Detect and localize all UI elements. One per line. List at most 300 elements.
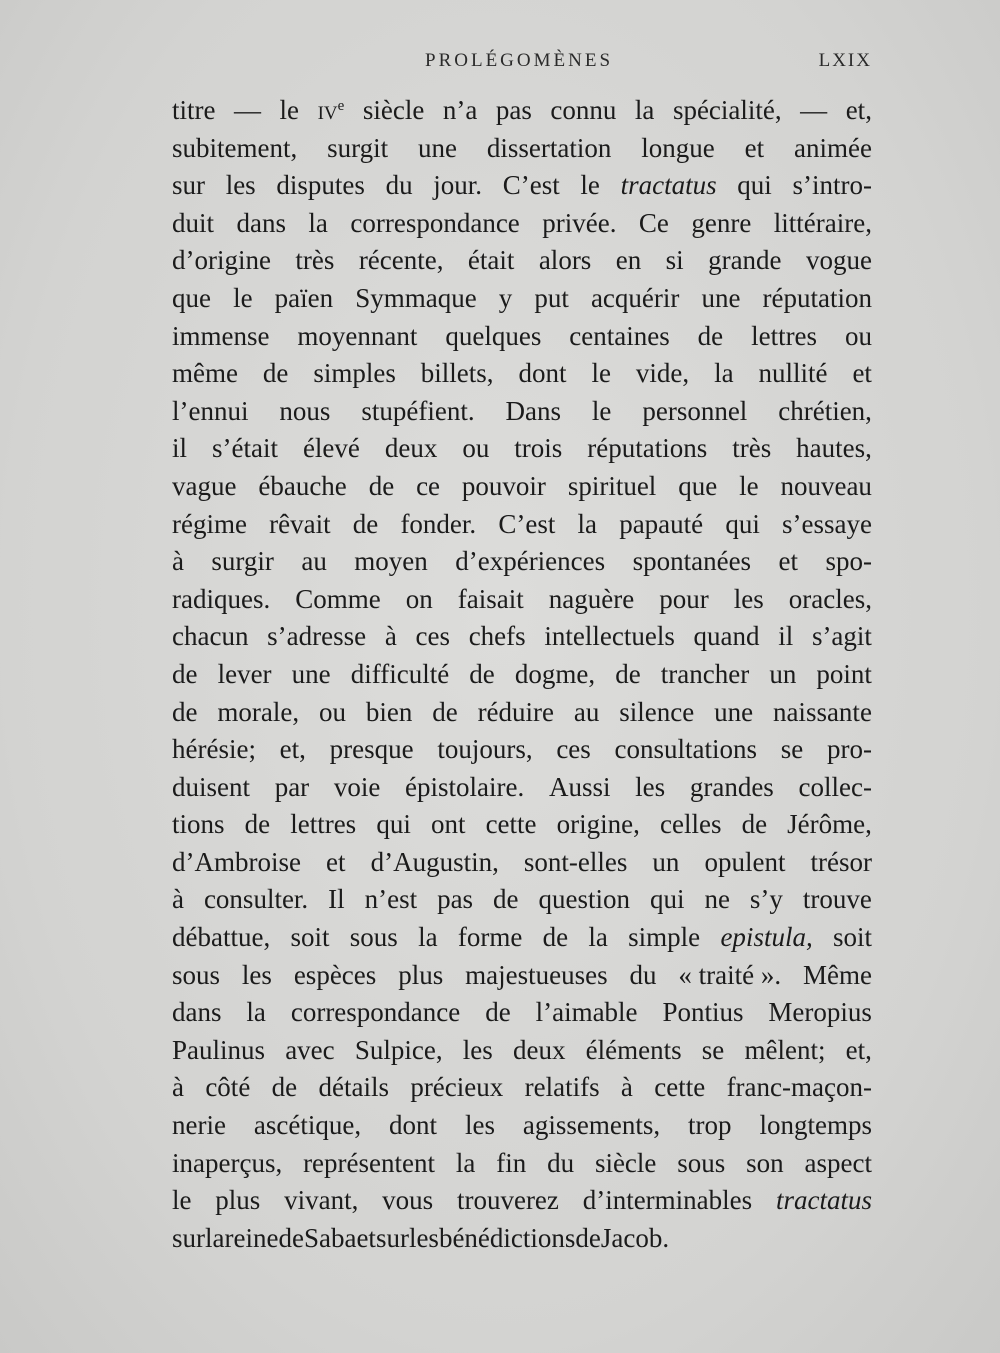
word: nouveau	[780, 470, 872, 501]
text-line	[172, 581, 872, 619]
word: siècle	[594, 1147, 657, 1178]
word: le	[279, 95, 300, 125]
word: plus	[215, 1185, 261, 1216]
word: les	[733, 583, 764, 614]
word: personnel	[642, 395, 748, 426]
word: à	[620, 1072, 633, 1103]
word: que	[172, 282, 211, 313]
word: épistolaire.	[405, 771, 525, 802]
word: naissante	[772, 696, 872, 727]
word: jour.	[433, 170, 483, 201]
word: représentent	[303, 1147, 435, 1178]
word: sont-elles	[523, 846, 628, 877]
word: C’est	[502, 170, 560, 201]
word: moyen	[354, 546, 428, 577]
word: acquérir	[590, 282, 680, 313]
text-line	[172, 1182, 872, 1220]
text-line	[172, 468, 872, 506]
word: sur	[172, 1222, 205, 1253]
word: deux	[512, 1034, 566, 1065]
word: tractatus	[620, 170, 717, 201]
word: espèces	[293, 959, 377, 990]
text-line	[172, 393, 872, 431]
word: son	[746, 1147, 784, 1178]
text-line	[172, 280, 872, 318]
word: opulent	[704, 846, 786, 877]
word: connu	[550, 95, 617, 125]
word: éléments	[585, 1034, 682, 1065]
word: dissertation	[486, 132, 612, 163]
word: hautes,	[796, 433, 872, 464]
text-line	[172, 130, 872, 168]
word: celles	[659, 809, 722, 840]
word: ces	[415, 621, 450, 652]
word: stupéfient.	[361, 395, 475, 426]
word: une	[418, 132, 457, 163]
word: rêvait	[269, 508, 331, 539]
word: l’aimable	[535, 997, 638, 1028]
text-line	[172, 1145, 872, 1183]
word: Paulinus	[172, 1034, 266, 1065]
word: pouvoir	[461, 470, 546, 501]
word: $iv^e$	[317, 95, 345, 125]
word: ou	[318, 696, 346, 727]
word: réputation	[762, 282, 872, 313]
text-line	[172, 242, 872, 280]
word: alors	[538, 245, 592, 276]
word: n’a	[442, 95, 478, 125]
word: quand	[693, 621, 760, 652]
text-line	[172, 506, 872, 544]
word: débattue,	[172, 922, 271, 953]
word: d’interminables	[582, 1185, 753, 1216]
word: siècle	[362, 95, 425, 125]
word: Il	[328, 884, 345, 915]
word: chefs	[468, 621, 526, 652]
word: sur	[375, 1222, 409, 1253]
word: de	[271, 1072, 298, 1103]
word: le	[739, 470, 759, 501]
word: quelques	[445, 320, 542, 351]
word: pour	[659, 583, 709, 614]
word: le	[233, 282, 253, 313]
word: côté	[205, 1072, 251, 1103]
body-text	[172, 92, 872, 1257]
word: majestueuses	[465, 959, 608, 990]
word: nerie	[172, 1110, 226, 1141]
word: très	[732, 433, 772, 464]
word: s’était	[211, 433, 278, 464]
word: on	[405, 583, 433, 614]
word: simples	[313, 358, 396, 389]
word: privée.	[542, 207, 617, 238]
word: de	[172, 696, 198, 727]
text-line	[172, 355, 872, 393]
word: ne	[704, 884, 730, 915]
word: relatifs	[524, 1072, 600, 1103]
word: pas	[437, 884, 474, 915]
word: difficulté	[350, 658, 450, 689]
word: qui	[725, 508, 760, 539]
word: et	[744, 132, 765, 163]
word: d’Augustin,	[370, 846, 499, 877]
word: inaperçus,	[172, 1147, 283, 1178]
superscript: e	[337, 98, 345, 114]
word: franc-maçon-	[726, 1072, 872, 1103]
word: un	[769, 658, 797, 689]
text-line	[172, 769, 872, 807]
word: de	[172, 658, 198, 689]
word: oracles,	[788, 583, 872, 614]
word: —	[800, 95, 828, 125]
word: de	[278, 1222, 304, 1253]
word: et	[852, 358, 872, 389]
word: de	[741, 809, 768, 840]
word: voie	[333, 771, 381, 802]
word: les	[225, 170, 256, 201]
word: les	[635, 771, 666, 802]
word: dans	[236, 207, 286, 238]
word: bien	[365, 696, 413, 727]
word: le	[591, 358, 611, 389]
word: se	[701, 1034, 725, 1065]
word: spécialité,	[672, 95, 782, 125]
word: la	[418, 922, 438, 953]
text-line	[172, 656, 872, 694]
word: spontanées	[632, 546, 752, 577]
word: mêlent;	[744, 1034, 826, 1065]
word: détails	[318, 1072, 389, 1103]
word: vogue	[805, 245, 872, 276]
word: les	[408, 1222, 439, 1253]
word: papauté	[619, 508, 704, 539]
word: réputations	[587, 433, 708, 464]
word: la	[714, 358, 734, 389]
word: à	[384, 621, 397, 652]
word: il	[172, 433, 188, 464]
word: fin	[496, 1147, 527, 1178]
word: tions	[172, 809, 225, 840]
word: au	[301, 546, 327, 577]
word: une	[714, 696, 754, 727]
word: fonder.	[400, 508, 477, 539]
word: et	[326, 846, 346, 877]
word: vide,	[635, 358, 690, 389]
word: nullité	[758, 358, 828, 389]
word: du	[385, 170, 413, 201]
word: ou	[462, 433, 490, 464]
word: païen	[274, 282, 334, 313]
word: qui	[737, 170, 772, 201]
word: au	[573, 696, 600, 727]
word: Jérôme,	[787, 809, 872, 840]
word: sous	[677, 1147, 726, 1178]
word: élevé	[302, 433, 360, 464]
text-line	[172, 731, 872, 769]
word: de	[575, 1222, 601, 1253]
word: et	[778, 546, 798, 577]
word: Sulpice,	[354, 1034, 443, 1065]
word: à	[172, 884, 184, 915]
word: la	[308, 207, 328, 238]
word: ascétique,	[253, 1110, 362, 1141]
word: titre	[172, 95, 216, 125]
word: Jacob.	[600, 1222, 670, 1253]
text-line	[172, 994, 872, 1032]
word: point	[816, 658, 872, 689]
word: s’intro-	[792, 170, 872, 201]
word: du	[629, 959, 657, 990]
word: spo-	[825, 546, 872, 577]
text-line	[172, 167, 872, 205]
word: de	[542, 922, 569, 953]
word: à	[172, 546, 184, 577]
word: et,	[845, 95, 872, 125]
word: duit	[172, 207, 215, 238]
word: littéraire,	[773, 207, 872, 238]
text-line	[172, 318, 872, 356]
word: dont	[518, 358, 567, 389]
word: le	[580, 170, 600, 201]
word: de	[432, 696, 458, 727]
word: animée	[793, 132, 872, 163]
word: consulter.	[203, 884, 309, 915]
word: Ce	[638, 207, 669, 238]
word: consultations	[614, 734, 758, 765]
word: hérésie;	[172, 734, 256, 765]
word: de	[493, 884, 519, 915]
word: ou	[845, 320, 872, 351]
word: la	[588, 922, 608, 953]
word: dans	[172, 997, 222, 1028]
word: Pontius	[662, 997, 744, 1028]
text-line	[172, 806, 872, 844]
word: du	[547, 1147, 575, 1178]
word: sous	[349, 922, 398, 953]
word: même	[172, 358, 238, 389]
word: surgit	[327, 132, 389, 163]
word: en	[615, 245, 642, 276]
word: morale,	[217, 696, 300, 727]
word: put	[534, 282, 569, 313]
word: trouverez	[456, 1185, 559, 1216]
word: toujours,	[437, 734, 533, 765]
word: la	[634, 95, 655, 125]
word: moyennant	[297, 320, 418, 351]
word: que	[678, 470, 718, 501]
word: le	[172, 1185, 192, 1216]
word: de	[485, 997, 511, 1028]
word: qui	[376, 809, 411, 840]
word: de	[262, 358, 289, 389]
word: pro-	[826, 734, 872, 765]
word: correspondance	[290, 997, 461, 1028]
word: question	[538, 884, 630, 915]
word: une	[701, 282, 741, 313]
word: la	[205, 1222, 225, 1253]
word: billets,	[420, 358, 494, 389]
word: deux	[384, 433, 438, 464]
word: correspondance	[350, 207, 520, 238]
word: forme	[457, 922, 523, 953]
word: ce	[416, 470, 441, 501]
word: cette	[485, 809, 537, 840]
word: naguère	[548, 583, 635, 614]
word: dont	[389, 1110, 438, 1141]
word: subitement,	[172, 132, 298, 163]
word: reine	[224, 1222, 279, 1253]
text-line	[172, 881, 872, 919]
word: cette	[654, 1072, 706, 1103]
word: trois	[514, 433, 563, 464]
word: les	[241, 959, 272, 990]
word: ces	[556, 734, 591, 765]
word: tractatus	[775, 1185, 872, 1216]
text-line	[172, 618, 872, 656]
word: duisent	[172, 771, 250, 802]
text-line	[172, 1107, 872, 1145]
word: de	[469, 658, 495, 689]
word: Symmaque	[355, 282, 477, 313]
word: C’est	[498, 508, 556, 539]
word: origine,	[556, 809, 640, 840]
word: grandes	[689, 771, 774, 802]
word: aspect	[804, 1147, 872, 1178]
text-line	[172, 1220, 872, 1258]
word: Meropius	[768, 997, 872, 1028]
running-title: PROLÉGOMÈNES	[425, 50, 614, 71]
word: d’expériences	[455, 546, 606, 577]
word: vivant,	[284, 1185, 359, 1216]
word: les	[462, 1034, 493, 1065]
word: bénédictions	[438, 1222, 576, 1253]
text-line	[172, 430, 872, 468]
word: Dans	[505, 395, 561, 426]
word: s’agit	[811, 621, 872, 652]
word: disputes	[276, 170, 365, 201]
word: de	[615, 658, 641, 689]
word: chrétien,	[778, 395, 872, 426]
word: à	[172, 1072, 184, 1103]
word: ébauche	[258, 470, 347, 501]
word: centaines	[569, 320, 670, 351]
text-line	[172, 92, 872, 130]
word: était	[467, 245, 515, 276]
word: qui	[649, 884, 685, 915]
word: de	[352, 508, 379, 539]
word: de	[697, 320, 724, 351]
word: de	[368, 470, 395, 501]
word: y	[498, 282, 513, 313]
word: spirituel	[567, 470, 657, 501]
word: Comme	[295, 583, 381, 614]
word: la	[577, 508, 598, 539]
word: l’ennui	[172, 395, 249, 426]
text-line	[172, 844, 872, 882]
word: s’y	[749, 884, 783, 915]
word: grande	[708, 245, 782, 276]
text-line	[172, 1069, 872, 1107]
word: trésor	[810, 846, 872, 877]
word: vous	[382, 1185, 434, 1216]
page-number: LXIX	[818, 50, 872, 71]
word: intellectuels	[544, 621, 675, 652]
word: lever	[217, 658, 272, 689]
word: Saba	[303, 1222, 357, 1253]
word: agissements,	[522, 1110, 661, 1141]
word: plus	[398, 959, 444, 990]
word: et	[356, 1222, 376, 1253]
word: presque	[329, 734, 414, 765]
word: la	[246, 997, 266, 1028]
word: avec	[285, 1034, 335, 1065]
word: vague	[172, 470, 237, 501]
word: sur	[172, 170, 205, 201]
word: régime	[172, 508, 247, 539]
word: par	[274, 771, 310, 802]
word: soit	[290, 922, 330, 953]
word: « traité ».	[678, 959, 782, 990]
text-line	[172, 694, 872, 732]
word: un	[652, 846, 680, 877]
word: d’origine	[172, 245, 271, 276]
word: faisait	[457, 583, 524, 614]
word: lettres	[751, 320, 818, 351]
word: n’est	[364, 884, 418, 915]
text-line	[172, 205, 872, 243]
text-line	[172, 543, 872, 581]
word: d’Ambroise	[172, 846, 301, 877]
word: nous	[279, 395, 331, 426]
text-line	[172, 919, 872, 957]
word: récente,	[358, 245, 444, 276]
word: collec-	[798, 771, 872, 802]
word: très	[295, 245, 335, 276]
word: Même	[803, 959, 872, 990]
text-line	[172, 957, 872, 995]
word: pas	[495, 95, 532, 125]
word: et,	[845, 1034, 872, 1065]
word: de	[244, 809, 271, 840]
word: —	[234, 95, 262, 125]
word: silence	[619, 696, 695, 727]
word: si	[665, 245, 684, 276]
word: trop	[688, 1110, 732, 1141]
word: immense	[172, 320, 270, 351]
word: il	[778, 621, 794, 652]
word: surgir	[211, 546, 274, 577]
word: longtemps	[759, 1110, 872, 1141]
word: les	[464, 1110, 495, 1141]
word: trouve	[802, 884, 872, 915]
word: la	[455, 1147, 476, 1178]
word: s’adresse	[267, 621, 367, 652]
word: lettres	[290, 809, 357, 840]
text-line	[172, 1032, 872, 1070]
word: le	[591, 395, 612, 426]
word: réduire	[477, 696, 555, 727]
word: simple	[628, 922, 701, 953]
word: soit	[832, 922, 872, 953]
word: ont	[430, 809, 466, 840]
word: radiques.	[172, 583, 271, 614]
word: trancher	[660, 658, 750, 689]
word: genre	[691, 207, 752, 238]
word: s’essaye	[782, 508, 872, 539]
word: et,	[279, 734, 306, 765]
word: Aussi	[548, 771, 611, 802]
word: une	[291, 658, 331, 689]
